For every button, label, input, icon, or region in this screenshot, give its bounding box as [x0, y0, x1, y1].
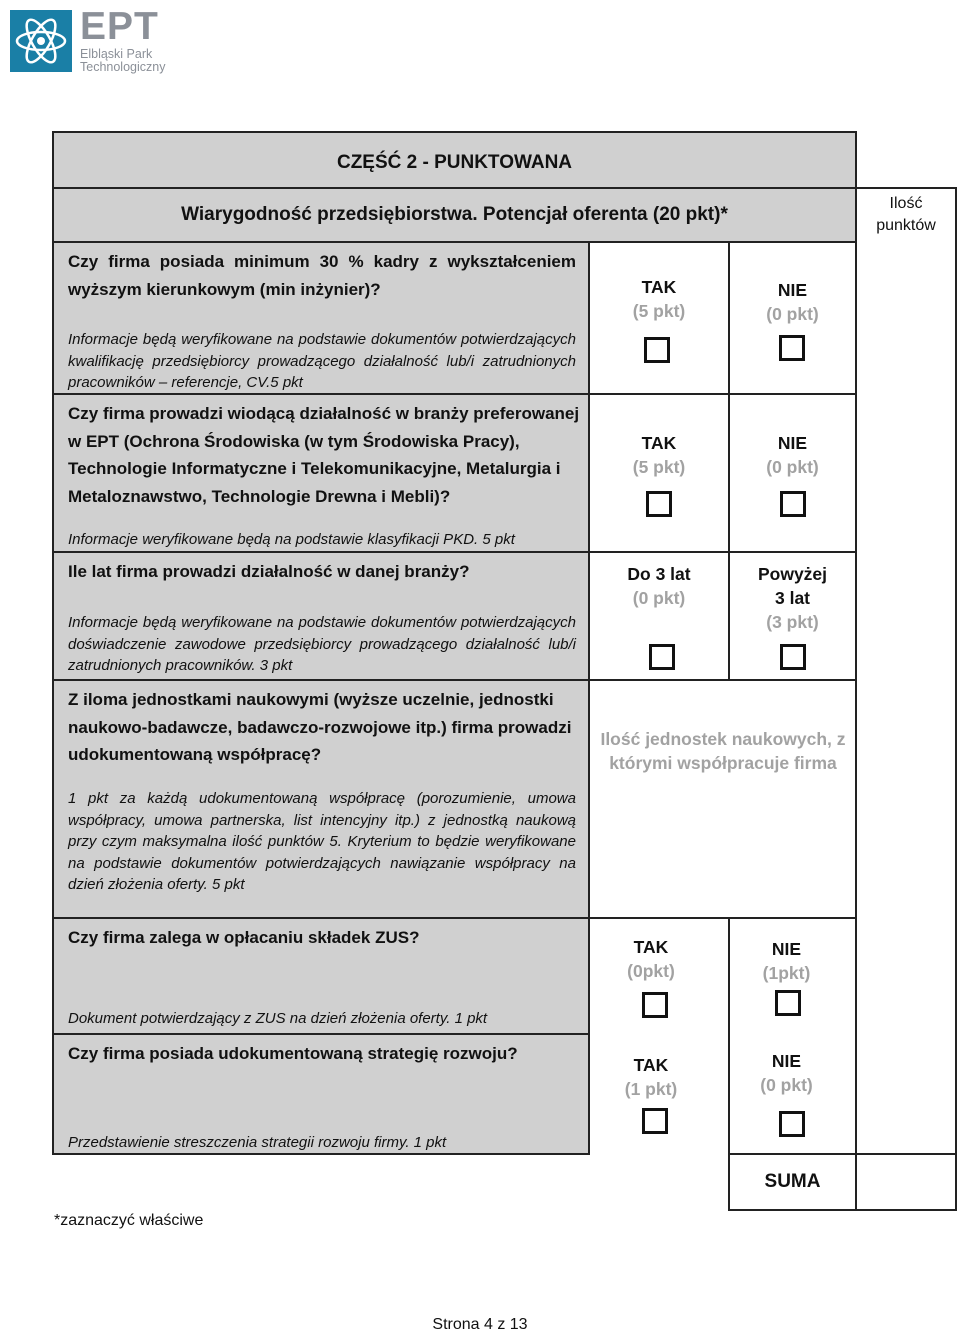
question-cell-4: [52, 679, 590, 919]
question-cell-3: [52, 551, 590, 681]
option-label: 3 lat: [774, 588, 811, 608]
option-label: TAK: [633, 1055, 669, 1075]
sum-label-cell: SUMA: [728, 1153, 857, 1211]
answer-hint-4: Ilość jednostek naukowych, z którymi współpracuje firma: [600, 729, 846, 773]
checkbox-high-3[interactable]: [780, 644, 806, 670]
option-label: NIE: [771, 1051, 802, 1071]
option-points: (0pkt): [627, 961, 675, 981]
option-points: (5 pkt): [632, 457, 686, 477]
option-label: Do 3 lat: [627, 564, 691, 584]
option-cell-5-yes: [588, 917, 730, 1035]
question-cell-6: [52, 1033, 590, 1155]
option-cell-6-yes: [588, 1033, 730, 1155]
option-label: NIE: [777, 280, 808, 300]
option-label: TAK: [633, 937, 669, 957]
checkbox-no-6[interactable]: [779, 1111, 805, 1137]
option-cell-5-no: [728, 917, 857, 1035]
info-text-1: Informacje będą weryfikowane na podstawie dokumentów potwierdzających kwalifikację przedsiębiorcy prowadzącego działalność lub/i zatrudnionych pracowników – referencje, CV.5 pkt: [68, 331, 576, 391]
option-label: Powyżej: [757, 564, 828, 584]
question-text-3: Ile lat firma prowadzi działalność w danej branży?: [68, 562, 470, 581]
question-text-5: Czy firma zalega w opłacaniu składek ZUS?: [68, 928, 420, 947]
info-text-4: 1 pkt za każdą udokumentowaną współpracę (porozumienie, umowa współpracy, umowa partnerska, list intencyjny itp.) z jednostką naukową przy czym maksymalna ilość punktów 5. Kryterium to będzie weryfikowane na podstawie dokumentów potwierdzających nawiązanie współpracy na dzień złożenia oferty. 5 pkt: [68, 790, 576, 893]
option-points: (1pkt): [762, 963, 811, 983]
question-cell-1: [52, 241, 590, 395]
option-points: (0 pkt): [766, 304, 819, 324]
option-cell-6-no: [728, 1033, 857, 1155]
score-column: [855, 241, 957, 1155]
option-label: TAK: [641, 277, 677, 297]
checkbox-low-3[interactable]: [649, 644, 675, 670]
question-text-6: Czy firma posiada udokumentowaną strategię rozwoju?: [68, 1044, 518, 1063]
checkbox-no-1[interactable]: [779, 335, 805, 361]
question-cell-5: [52, 917, 590, 1035]
option-label: TAK: [641, 433, 677, 453]
option-label: NIE: [771, 939, 802, 959]
option-points: (0 pkt): [632, 588, 686, 608]
option-cell-1-yes: [588, 241, 730, 395]
info-text-2: Informacje weryfikowane będą na podstawie klasyfikacji PKD. 5 pkt: [68, 531, 515, 548]
option-cell-2-yes: [588, 393, 730, 553]
footnote: *zaznaczyć właściwe: [54, 1212, 204, 1229]
option-points: (0 pkt): [766, 457, 819, 477]
option-points: (3 pkt): [766, 612, 819, 632]
checkbox-yes-5[interactable]: [642, 992, 668, 1018]
question-text-4: Z iloma jednostkami naukowymi (wyższe uczelnie, jednostki naukowo-badawcze, badawczo-rozwojowe itp.) firma prowadzi udokumentowaną współpracę?: [68, 690, 572, 764]
score-divider: [855, 241, 857, 1155]
option-points: (5 pkt): [632, 301, 686, 321]
option-cell-3-high: [728, 551, 857, 681]
info-text-6: Przedstawienie streszczenia strategii rozwoju firmy. 1 pkt: [68, 1134, 447, 1151]
option-points: (0 pkt): [760, 1075, 813, 1095]
logo-brand: EPT: [80, 5, 159, 48]
logo-subtitle: Elbląski Park Technologiczny: [80, 47, 166, 74]
option-cell-3-low: [588, 551, 730, 681]
checkbox-no-2[interactable]: [780, 491, 806, 517]
option-cell-1-no: [728, 241, 857, 395]
checkbox-yes-6[interactable]: [642, 1108, 668, 1134]
option-cell-2-no: [728, 393, 857, 553]
checkbox-yes-2[interactable]: [646, 491, 672, 517]
question-text-1: Czy firma posiada minimum 30 % kadry z wykształceniem wyższym kierunkowym (min inżynier)?: [68, 252, 576, 299]
score-header: Ilość punktów: [855, 187, 957, 243]
option-label: NIE: [777, 433, 808, 453]
subsection-title: Wiarygodność przedsiębiorstwa. Potencjał oferenta (20 pkt)*: [52, 187, 857, 243]
logo-atom-icon: [10, 10, 72, 72]
option-points: (1 pkt): [624, 1079, 678, 1099]
section-title: CZĘŚĆ 2 - PUNKTOWANA: [52, 131, 857, 189]
info-text-3: Informacje będą weryfikowane na podstawie dokumentów potwierdzających doświadczenie zawodowe przedsiębiorcy prowadzącego działalność lub/i zatrudnionych pracowników. 3 pkt: [68, 614, 576, 674]
question-text-2: Czy firma prowadzi wiodącą działalność w branży preferowanej w EPT (Ochrona Środowiska (w tym Środowiska Pracy), Technologie Informatyczne i Telekomunikacyjne, Metalurgia i Metaloznawstwo, Technologie Drewna i Mebli)?: [68, 404, 580, 506]
checkbox-no-5[interactable]: [775, 990, 801, 1016]
question-cell-2: [52, 393, 590, 553]
sum-value-cell[interactable]: [855, 1153, 957, 1211]
info-text-5: Dokument potwierdzający z ZUS na dzień złożenia oferty. 1 pkt: [68, 1010, 488, 1027]
checkbox-yes-1[interactable]: [644, 337, 670, 363]
page-number: Strona 4 z 13: [432, 1316, 528, 1333]
